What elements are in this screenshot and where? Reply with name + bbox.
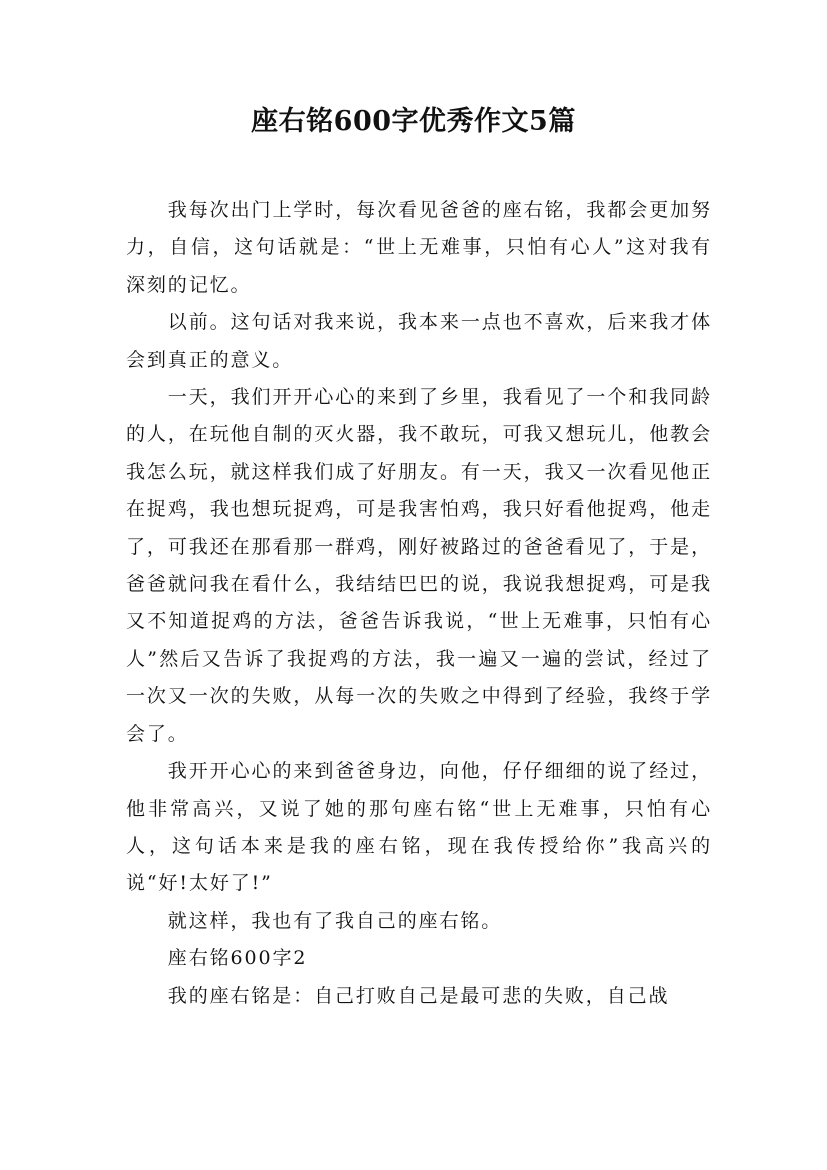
document-title: 座右铭600字优秀作文5篇	[251, 106, 576, 137]
section-heading: 座右铭600字2	[167, 947, 308, 970]
paragraph: 以前。这句话对我来说，我本来一点也不喜欢，后来我才体会到真正的意义。	[126, 311, 712, 371]
document-body	[126, 192, 712, 1015]
paragraph: 我的座右铭是：自己打败自己是最可悲的失败，自己战	[167, 984, 670, 1007]
paragraph: 一天，我们开开心心的来到了乡里，我看见了一个和我同龄的人，在玩他自制的灭火器，我不敢玩，可我又想玩儿，他教会我怎么玩，就这样我们成了好朋友。有一天，我又一次看见他正在捉鸡，我也想玩捉鸡，可是我害怕鸡，我只好看他捉鸡，他走了，可我还在那看那一群鸡，刚好被路过的爸爸看见了，于是，爸爸就问我在看什么，我结结巴巴的说，我说我想捉鸡，可是我又不知道捉鸡的方法，爸爸告诉我说，“世上无难事，只怕有心人”然后又告诉了我捉鸡的方法，我一遍又一遍的尝试，经过了一次又一次的失败，从每一次的失败之中得到了经验，我终于学会了。	[126, 386, 712, 745]
paragraph: 我开开心心的来到爸爸身边，向他，仔仔细细的说了经过，他非常高兴，又说了她的那句座右铭“世上无难事，只怕有心人，这句话本来是我的座右铭，现在我传授给你”我高兴的说“好!太好了!”	[126, 760, 712, 895]
paragraph: 我每次出门上学时，每次看见爸爸的座右铭，我都会更加努力，自信，这句话就是：“世上无难事，只怕有心人”这对我有深刻的记忆。	[126, 199, 712, 296]
paragraph: 就这样，我也有了我自己的座右铭。	[167, 909, 503, 932]
